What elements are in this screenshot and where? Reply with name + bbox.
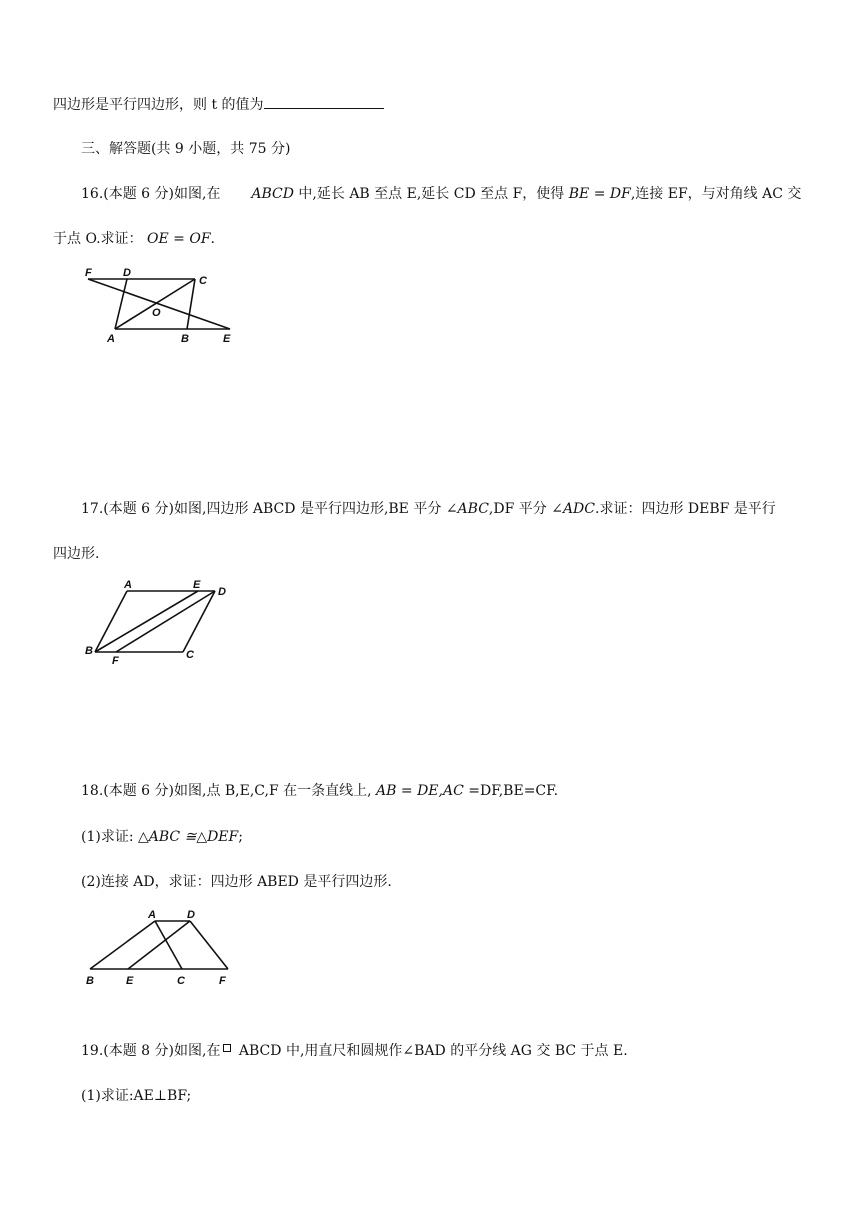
q18-label-b: B [86,975,94,987]
q16-line2-suffix: . [210,231,215,247]
parallelogram-icon [223,1044,231,1052]
q18-prefix: 18.(本题 6 分)如图,点 B,E,C,F 在一条直线上, [81,783,377,799]
q17-line1 [81,500,776,518]
q17-mid: ,DF 平分 [488,501,552,517]
q16-label-a: A [107,333,115,345]
q18-label-a: A [148,909,156,921]
q16-line2-prefix: 于点 O.求证： [53,231,143,247]
q16-line1 [81,185,801,203]
q16-label-c: C [199,275,207,287]
q18-part1 [81,828,243,846]
q17-math-adc: ∠ADC [551,501,595,517]
q16-segment-da [115,279,127,329]
q18-segment-df [190,921,228,969]
q16-math-abcd: ABCD [251,186,294,202]
q16-mid2: ,连接 EF，与对角线 AC 交 [630,186,802,202]
q18-line1 [81,782,558,800]
q18-part2-text: (2)连接 AD，求证：四边形 ABED 是平行四边形. [81,874,392,890]
q17-math-abc: ∠ABC [445,501,489,517]
q16-figure [80,265,250,350]
q16-line2 [53,230,215,248]
q18-label-c: C [177,975,185,987]
q16-mid1: 中,延长 AB 至点 E,延长 CD 至点 F，使得 [293,186,569,202]
q16-label-b: B [181,333,189,345]
q17-label-d: D [218,586,226,598]
q17-label-a: A [124,579,132,591]
q16-label-d: D [123,267,131,279]
q16-segment-fe [88,279,230,329]
q18-math-ab-de-ac: AB = DE,AC [376,783,464,799]
q19-suffix: ABCD 中,用直尺和圆规作∠BAD 的平分线 AG 交 BC 于点 E. [234,1043,628,1059]
q18-label-d: D [187,909,195,921]
q15-tail-text: 四边形是平行四边形，则 t 的值为 [53,97,264,113]
q18-label-e: E [126,975,134,987]
q16-label-e: E [223,333,231,345]
q16-math-be-df: BE = DF [568,186,631,202]
q16-segment-ac [115,279,195,329]
q17-line2 [53,545,99,563]
q18-math-congruent: △ABC ≅△DEF [138,829,239,845]
q18-part2 [81,873,392,891]
q19-part1 [81,1087,191,1105]
q17-prefix: 17.(本题 6 分)如图,四边形 ABCD 是平行四边形,BE 平分 [81,501,446,517]
q17-suffix: .求证：四边形 DEBF 是平行 [595,501,776,517]
q16-segment-cb [187,279,195,329]
q16-label-f: F [85,267,92,279]
q17-label-e: E [193,579,201,591]
q19-part1-text: (1)求证:AE⊥BF; [81,1088,192,1104]
q19-prefix: 19.(本题 8 分)如图,在 [81,1043,221,1059]
q17-label-f: F [112,655,119,667]
q16-label-o: O [152,307,161,319]
q17-label-c: C [186,649,194,661]
section-heading [81,140,290,158]
q18-part1-prefix: (1)求证: [81,829,138,845]
q19-line1 [81,1042,628,1060]
q17-figure [80,575,240,670]
q17-line2-text: 四边形. [53,546,100,562]
q18-suffix: =DF,BE=CF. [463,783,559,799]
q16-prefix: 16.(本题 6 分)如图,在 [81,186,221,202]
answer-blank [264,94,384,109]
q18-part1-suffix: ; [238,829,243,845]
q18-label-f: F [219,975,226,987]
q17-segment-fd [116,591,215,652]
q16-math-oe-of: OE = OF [147,231,211,247]
q18-figure [80,905,240,990]
q15-tail-line [53,94,384,114]
section-heading-text: 三、解答题(共 9 小题，共 75 分) [81,141,291,157]
q18-segment-ab [90,921,155,969]
q17-label-b: B [85,645,93,657]
